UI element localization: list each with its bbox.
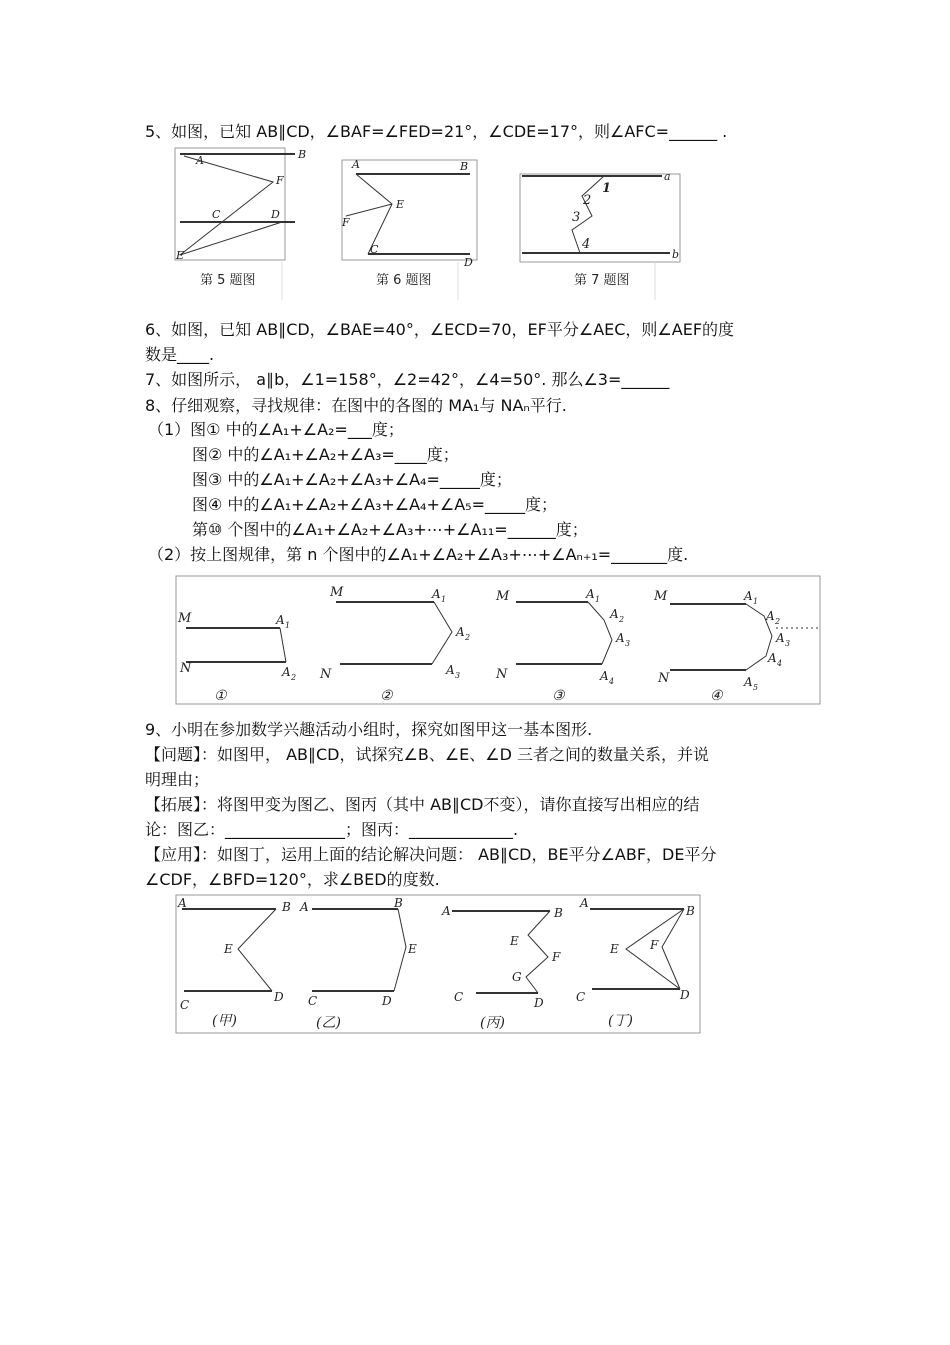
svg-text:4: 4 [609,677,615,686]
question-9-application-line-2: ∠CDF，∠BFD=120°，求∠BED的度数. [145,870,440,889]
svg-text:1: 1 [441,595,447,604]
fig-8-3-label: ③ [552,688,565,704]
svg-text:a: a [664,170,671,183]
caption-fig6: 第 6 题图 [376,273,432,288]
svg-text:2: 2 [583,193,592,208]
svg-text:4: 4 [582,237,591,252]
question-8-fig10: 第⑩ 个图中的∠A₁+∠A₂+∠A₃+⋯+∠A₁₁=______度； [192,520,588,539]
svg-text:D: D [274,990,284,1004]
fig-8-4-label: ④ [710,688,723,704]
question-8-fig4: 图④ 中的∠A₁+∠A₂+∠A₃+∠A₄+∠A₅=_____度； [192,495,557,514]
svg-text:A: A [744,675,753,689]
question-9-extension-line-2: 论：图乙：_______________；图丙：_____________. [145,820,519,839]
svg-text:F: F [650,938,659,952]
svg-text:B: B [460,160,469,173]
svg-text:3: 3 [625,639,631,648]
svg-text:B: B [554,906,563,920]
svg-text:B: B [394,896,403,910]
svg-text:M: M [330,585,344,600]
svg-text:5: 5 [753,683,759,692]
svg-text:D: D [680,988,690,1002]
svg-text:B: B [282,900,291,914]
fig-jia-label: (甲) [212,1013,237,1029]
fig-bing-label: (丙) [480,1015,505,1031]
svg-text:4: 4 [777,659,783,668]
svg-text:E: E [224,942,233,956]
svg-text:A: A [352,158,360,171]
figures-q9 [176,895,700,1033]
svg-text:2: 2 [465,633,471,642]
svg-text:A: A [600,669,609,683]
question-9-extension-line-1: 【拓展】：将图甲变为图乙、图丙（其中 AB∥CD不变），请你直接写出相应的结 [145,795,700,814]
svg-text:A: A [768,651,777,665]
svg-text:N: N [180,661,192,676]
svg-text:M: M [178,611,192,626]
svg-text:A: A [616,631,625,645]
svg-text:M: M [496,589,510,604]
svg-text:G: G [512,970,522,984]
svg-text:A: A [300,900,309,914]
question-8-part-1: （1）图① 中的∠A₁+∠A₂=___度； [148,420,404,439]
question-8: 8、仔细观察，寻找规律：在图中的各图的 MA₁与 NAₙ平行. [145,396,567,415]
svg-text:E: E [408,942,417,956]
svg-text:1: 1 [595,595,601,604]
svg-text:b: b [672,248,680,261]
svg-text:A: A [432,587,441,601]
question-9: 9、小明在参加数学兴趣活动小组时，探究如图甲这一基本图形. [145,720,593,739]
svg-text:C: C [576,990,586,1004]
question-9-problem-line-1: 【问题】：如图甲， AB∥CD，试探究∠B、∠E、∠D 三者之间的数量关系，并说 [145,745,710,764]
svg-text:C: C [370,243,379,256]
svg-text:3: 3 [455,671,461,680]
svg-text:A: A [580,896,589,910]
svg-text:E: E [610,942,619,956]
figures-5-6-7 [170,146,690,306]
svg-text:D: D [464,256,473,269]
svg-text:1: 1 [753,597,759,606]
svg-text:3: 3 [785,639,791,648]
question-6-line-1: 6、如图，已知 AB∥CD，∠BAE=40°，∠ECD=70，EF平分∠AEC，则∠AEF的度 [145,320,735,339]
svg-text:A: A [442,904,451,918]
svg-text:A: A [766,609,775,623]
fig-8-2-label: ② [380,688,393,704]
svg-text:2: 2 [291,673,297,682]
svg-text:A: A [446,663,455,677]
question-8-fig3: 图③ 中的∠A₁+∠A₂+∠A₃+∠A₄=_____度； [192,470,512,489]
svg-text:2: 2 [775,617,781,626]
question-8-fig2: 图② 中的∠A₁+∠A₂+∠A₃=____度； [192,445,459,464]
svg-text:D: D [271,208,280,221]
svg-text:A: A [610,607,619,621]
svg-text:A: A [776,631,785,645]
svg-text:D: D [534,996,544,1010]
svg-text:B: B [298,148,307,161]
svg-text:M: M [654,589,668,604]
svg-text:B: B [686,904,695,918]
svg-text:C: C [212,208,221,221]
caption-fig7: 第 7 题图 [574,273,630,288]
svg-text:A: A [744,589,753,603]
svg-text:2: 2 [619,615,625,624]
svg-text:E: E [510,934,519,948]
caption-fig5: 第 5 题图 [200,273,256,288]
svg-text:N: N [496,667,508,682]
svg-text:A: A [282,665,291,679]
svg-text:E: E [396,198,405,211]
svg-text:C: C [308,994,318,1008]
question-9-application-line-1: 【应用】：如图丁，运用上面的结论解决问题： AB∥CD，BE平分∠ABF，DE平分 [145,845,717,864]
svg-text:A: A [178,896,187,910]
svg-text:F: F [342,216,350,229]
svg-text:C: C [180,998,190,1012]
svg-text:C: C [454,990,464,1004]
question-9-problem-line-2: 明理由； [145,770,210,789]
svg-text:A: A [196,154,204,167]
fig-yi-label: (乙) [316,1015,341,1031]
svg-text:A: A [586,587,595,601]
svg-text:A: A [276,613,285,627]
svg-text:3: 3 [572,210,581,225]
svg-text:E: E [176,249,185,262]
svg-text:F: F [552,950,561,964]
fig-ding-label: (丁) [608,1013,633,1029]
svg-text:N: N [320,667,332,682]
question-6-line-2: 数是____. [145,345,215,364]
svg-text:1: 1 [602,181,612,196]
svg-text:1: 1 [285,621,291,630]
figures-q8 [176,576,820,704]
svg-text:D: D [382,994,392,1008]
question-8-part-2: （2）按上图规律，第 n 个图中的∠A₁+∠A₂+∠A₃+⋯+∠Aₙ₊₁=_______度. [148,545,689,564]
fig-8-1-label: ① [214,688,227,704]
question-5: 5、如图，已知 AB∥CD，∠BAF=∠FED=21°，∠CDE=17°，则∠AFC=______ . [145,122,728,141]
svg-text:A: A [456,625,465,639]
svg-text:F: F [276,174,284,187]
question-7: 7、如图所示， a∥b，∠1=158°，∠2=42°，∠4=50°. 那么∠3=______ [145,370,670,389]
svg-text:N: N [658,671,670,686]
